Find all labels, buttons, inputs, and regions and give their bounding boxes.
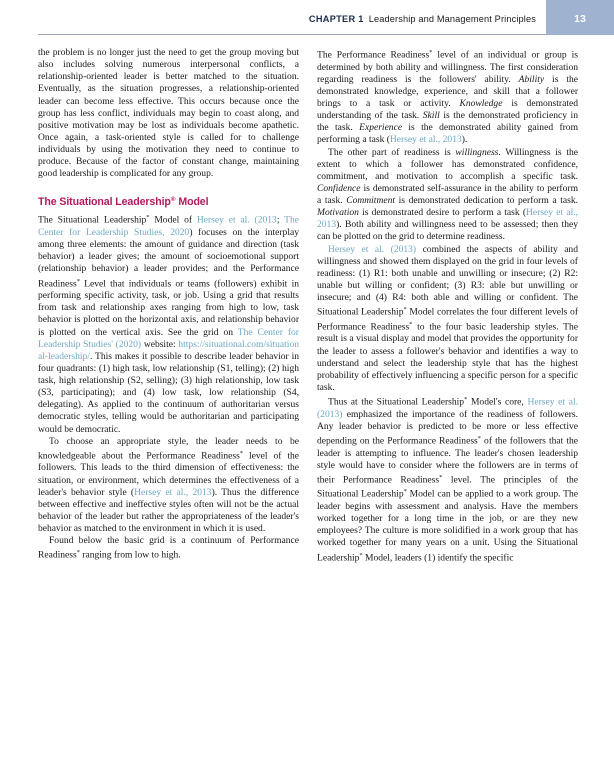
text-run: The Situational Leadership xyxy=(38,214,147,226)
text-run: Model, leaders (1) identify the specific xyxy=(362,552,514,563)
registered-mark-icon: * xyxy=(477,434,481,442)
registered-mark-icon: * xyxy=(76,277,80,285)
registered-mark-icon: * xyxy=(403,306,407,314)
text-run: is demonstrated dedication to perform a task. xyxy=(395,195,578,206)
registered-mark-icon: * xyxy=(146,214,150,222)
citation-link[interactable]: Hersey et al. (2013) xyxy=(317,396,578,420)
text-run: . Willingness is the extent to which a follower has demonstrated confidence, commitment, and motivation to accomplish a specific task. xyxy=(317,146,578,182)
paragraph-choose-style xyxy=(38,436,299,536)
body-columns xyxy=(38,47,578,747)
text-run: is demonstrated understanding of the task. xyxy=(317,98,578,122)
chapter-label: CHAPTER 1 xyxy=(308,14,364,24)
text-run: ranging from low to high. xyxy=(79,549,181,561)
text-run: The other part of readiness is xyxy=(328,146,456,158)
text-run: ) focuses on the interplay among three elements: the amount of guidance and direction (task behavior) a leader gives; the amount of socioemotional support (relationship behavior) a leader provides; and the Performance Readiness xyxy=(38,227,299,289)
registered-mark-icon: * xyxy=(429,49,433,56)
text-run: is the demonstrated knowledge, experience, and skill that a follower brings to a task or activity. xyxy=(317,73,578,109)
paragraph-situational-model xyxy=(38,212,299,435)
text-run: is demonstrated self-assurance in the ability to perform a task. xyxy=(317,182,578,206)
url-link[interactable]: https://situational.com/situational-leadership/ xyxy=(38,338,299,362)
emphasis-confidence: Confidence xyxy=(317,182,361,194)
text-run: The Performance Readiness xyxy=(317,49,430,61)
paragraph-willingness xyxy=(317,147,578,244)
emphasis-experience: Experience xyxy=(359,122,403,134)
paragraph-continuation: the problem is no longer just the need to get the group moving but also includes solving numerous interpersonal conflicts, a relationship-oriented leader is better matched to the situation. Eventually, as the situation progresses, a relationship-oriented leader can become less effective. This occurs because once the group has less conflict, individuals may begin to coast along, and positive motivation may be lost as individuals become apathetic. Once again, a task-oriented style is called for to challenge individuals by using the motivation they need to continue to produce. Because of the factor of constant change, maintaining good leadership is complicated for any group. xyxy=(38,47,299,180)
registered-mark-icon: * xyxy=(439,473,443,481)
text-run: Found below the basic grid is a continuum of Performance Readiness xyxy=(38,535,299,561)
text-run: level. The principles of the Situational Leadership xyxy=(317,474,578,500)
left-column xyxy=(38,47,299,747)
section-heading-tail: Model xyxy=(175,196,209,209)
section-heading xyxy=(38,193,299,209)
text-run: To choose an appropriate style, the leader needs to be knowledgeable about the Performance Readiness xyxy=(38,435,299,462)
text-run: Model of xyxy=(149,214,197,226)
text-run: to the four basic leadership styles. The result is a visual display and model that provides the opportunity for the leader to assess a follower's behavior and identifies a way to understand and select the leadership style that has the highest probability of effectively influencing a specific person for a specific task. xyxy=(317,321,578,393)
text-run: ). xyxy=(461,134,468,146)
citation-link[interactable]: Hersey et al. (2013) xyxy=(328,243,417,255)
running-head xyxy=(0,0,614,38)
text-run: emphasized the importance of the readiness of followers. Any leader behavior is predicted to be more or less effective depending on the Performance Readiness xyxy=(317,408,578,447)
citation-link[interactable]: Hersey et al. (2013 xyxy=(196,214,277,226)
registered-mark-icon: * xyxy=(239,449,244,457)
text-run: combined the aspects of ability and willingness and showed them displayed on the grid in four levels of readiness: (1) R1: both unable and unwilling or insecure; (2) R2: unable but willing or confident; (3) R3: able but unwilling or insecure; and (4) R4: both able and willing or confident. The Situational Leadership xyxy=(317,243,578,318)
text-run: level of the followers. This leads to the third dimension of effectiveness: the situation, or environment, which determines the effectiveness of a leader's behavior style ( xyxy=(38,450,299,498)
emphasis-commitment: Commitment xyxy=(346,195,396,206)
header-rule xyxy=(38,34,614,35)
registered-mark-icon: * xyxy=(409,320,413,328)
paragraph-four-levels xyxy=(317,244,578,395)
text-run: of the followers that the leader is attempting to influence. The leader's chosen leadership style would have to consider where the followers are in terms of their Performance Readiness xyxy=(317,435,578,486)
text-run: ). Both ability and willingness need to be assessed; then they can be plotted on the grid to determine readiness. xyxy=(317,219,578,243)
text-run: ; xyxy=(276,214,285,226)
section-heading-text: The Situational Leadership xyxy=(38,196,171,209)
paragraph-performance-readiness xyxy=(317,47,578,147)
citation-link[interactable]: Hersey et al., 2013 xyxy=(317,207,578,231)
page-number: 13 xyxy=(574,13,586,25)
text-run: is the demonstrated proficiency in the task. xyxy=(317,110,578,134)
text-run: Level that individuals or teams (followers) exhibit in performing specific activity, task, or job. Using a grid that results from task and relationship axes ranging from high to low, task behavior is plotted on the horizontal axis, and relationship behavior is plotted on the vertical axis. See the grid on xyxy=(38,278,299,338)
emphasis-knowledge: Knowledge xyxy=(459,98,503,109)
text-run: is the demonstrated ability gained from performing a task ( xyxy=(317,122,578,146)
citation-link[interactable]: Hersey et al., 2013 xyxy=(389,134,462,146)
chapter-title: Leadership and Management Principles xyxy=(368,14,536,24)
paragraph-found-below xyxy=(38,535,299,562)
text-run: website: xyxy=(141,338,179,350)
registered-mark-icon: ® xyxy=(170,196,176,204)
emphasis-ability: Ability xyxy=(518,73,545,85)
emphasis-skill: Skill xyxy=(422,110,440,122)
registered-mark-icon: * xyxy=(403,488,407,496)
text-run: is demonstrated desire to perform a task ( xyxy=(358,207,527,219)
registered-mark-icon: * xyxy=(359,551,363,559)
text-run: level of an individual or group is determined by both ability and willingness. The first consideration regarding readiness is the followers' ability. xyxy=(317,49,578,85)
header-text xyxy=(309,14,536,24)
registered-mark-icon: * xyxy=(464,396,468,403)
paragraph-model-core xyxy=(317,394,578,564)
citation-link[interactable]: Hersey et al., 2013 xyxy=(134,486,212,498)
registered-mark-icon: * xyxy=(76,549,80,557)
text-run: Model correlates the four different levels of Performance Readiness xyxy=(317,306,578,333)
citation-link[interactable]: The Center for Leadership Studies' (2020) xyxy=(38,326,299,350)
right-column xyxy=(317,47,578,747)
text-run: . This makes it possible to describe leader behavior in four quadrants: (1) high task, low relationship (S1, telling); (2) high task, high relationship (S2, selling); (3) high relationship, low task (S3, participating); and (4) low task, low relationship (S4, delegating). As applied to the continuum of authoritarian versus democratic styles, telling would be authoritarian and participating would be democratic. xyxy=(38,350,299,435)
text-run: Model's core, xyxy=(467,396,528,408)
citation-link[interactable]: The Center for Leadership Studies, 2020 xyxy=(38,214,299,238)
text-run: Model can be applied to a work group. The leader begins with assessment and analysis. Have the members worked together for a long time in the job, or are they new employees? The culture is more solidified in a work group that has worked together for many years on a unit. Using the Situational Leadership xyxy=(317,488,578,563)
text-run: ). Thus the difference between effective and ineffective styles often will not be the actual behavior of the leader but rather the appropriateness of the leader's behavior as matched to the environment in which it is used. xyxy=(38,486,299,534)
emphasis-motivation: Motivation xyxy=(317,207,359,219)
emphasis-willingness: willingness xyxy=(455,146,499,158)
text-run: Thus at the Situational Leadership xyxy=(328,396,465,408)
